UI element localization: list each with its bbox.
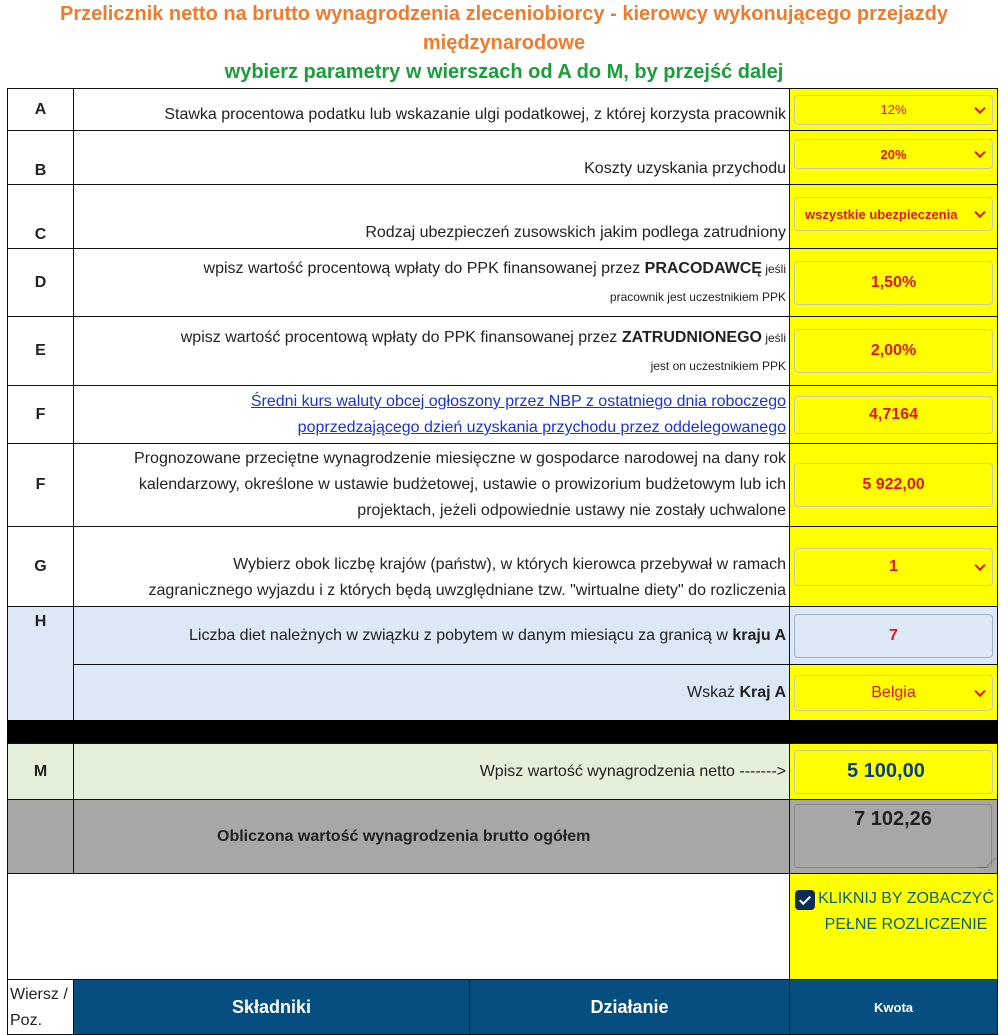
tax-costs-select[interactable]: 20% xyxy=(794,139,993,169)
row-label-h: H xyxy=(7,606,74,721)
row-f-rate-value-cell xyxy=(789,385,998,444)
row-f-salary-value-cell xyxy=(789,443,998,527)
gross-salary-output[interactable]: 7 102,26 xyxy=(794,804,992,868)
row-label-c: C xyxy=(7,184,74,249)
row-label-a: A xyxy=(7,88,74,131)
row-label-e: E xyxy=(7,316,74,386)
row-g-value-cell xyxy=(789,526,998,607)
row-h-country-description: Wskaż Kraj A xyxy=(73,664,790,721)
average-salary-input[interactable]: 5 922,00 xyxy=(794,463,993,507)
net-salary-input[interactable]: 5 100,00 xyxy=(794,750,993,794)
row-f-salary-description: Prognozowane przeciętne wynagrodzenie miesięczne w gospodarce narodowej na dany rok kalendarzowy, określone w ustawie budżetowej, ustawie o prowizorium budżetowym lub ich projektach, jeżeli odpowiednie ustawy nie zostały uchwalone xyxy=(73,443,790,527)
checkmark-icon xyxy=(799,893,811,905)
ppk-employee-input[interactable]: 2,00% xyxy=(794,329,993,373)
row-d-value-cell xyxy=(789,248,998,317)
tax-rate-select[interactable]: 12% xyxy=(794,95,993,125)
row-g-description: Wybierz obok liczbę krajów (państw), w których kierowca przebywał w ramach zagranicznego wyjazdu i z których będą uwzględniane tzw. "wirtualne diety" do rozliczenia xyxy=(73,526,790,607)
section-divider xyxy=(7,720,998,744)
country-a-select[interactable]: Belgia xyxy=(794,675,993,711)
details-toggle-cell xyxy=(789,873,998,980)
row-e-description: wpisz wartość procentową wpłaty do PPK finansowanej przez ZATRUDNIONEGO jeśli jest on uczestnikiem PPK xyxy=(73,316,790,386)
page-subtitle: wybierz parametry w wierszach od A do M, by przejść dalej xyxy=(224,61,784,83)
col-header-operation: Działanie xyxy=(469,979,790,1035)
row-f-rate-description xyxy=(73,385,790,444)
empty-cell xyxy=(7,873,790,980)
col-header-components: Składniki xyxy=(73,979,470,1035)
row-h-description: Liczba diet należnych w związku z pobytem w danym miesiącu za granicą w kraju A xyxy=(73,606,790,665)
row-d-description: wpisz wartość procentową wpłaty do PPK finansowanej przez PRACODAWCĘ jeśli pracownik jest uczestnikiem PPK xyxy=(73,248,790,317)
result-label-cell xyxy=(7,799,74,874)
col-header-amount: Kwota xyxy=(789,979,998,1035)
row-label-d: D xyxy=(7,248,74,317)
row-e-value-cell xyxy=(789,316,998,386)
row-b-description: Koszty uzyskania przychodu xyxy=(73,130,790,185)
row-b-value-cell xyxy=(789,130,998,185)
row-label-f-salary: F xyxy=(7,443,74,527)
insurance-type-select[interactable]: wszystkie ubezpieczenia xyxy=(794,197,993,231)
diets-count-input[interactable]: 7 xyxy=(794,614,993,658)
chevron-down-icon xyxy=(974,559,985,570)
result-description: Obliczona wartość wynagrodzenia brutto ogółem xyxy=(73,799,790,874)
details-checkbox[interactable] xyxy=(795,890,815,910)
calculator-table xyxy=(7,88,998,1035)
chevron-down-icon xyxy=(974,147,985,158)
row-label-m: M xyxy=(7,743,74,800)
row-a-description: Stawka procentowa podatku lub wskazanie ulgi podatkowej, z której korzysta pracownik xyxy=(73,88,790,131)
chevron-down-icon xyxy=(974,207,985,218)
nbp-rate-link[interactable]: Średni kurs waluty obcej ogłoszony przez NBP z ostatniego dnia roboczego poprzedzającego dzień uzyskania przychodu przez oddelegowanego xyxy=(250,393,786,436)
ppk-employer-input[interactable]: 1,50% xyxy=(794,261,993,305)
chevron-down-icon xyxy=(974,102,985,113)
chevron-down-icon xyxy=(974,685,985,696)
exchange-rate-input[interactable]: 4,7164 xyxy=(794,396,993,434)
countries-count-select[interactable]: 1 xyxy=(794,548,993,586)
row-label-g: G xyxy=(7,526,74,607)
row-label-b: B xyxy=(7,130,74,185)
row-m-value-cell xyxy=(789,743,998,800)
row-h-country-value-cell xyxy=(789,664,998,721)
page-title: Przelicznik netto na brutto wynagrodzenia zleceniobiorcy - kierowcy wykonującego przejazdy międzynarodowe xyxy=(60,3,948,54)
row-h-value-cell xyxy=(789,606,998,665)
row-c-description: Rodzaj ubezpieczeń zusowskich jakim podlega zatrudniony xyxy=(73,184,790,249)
col-header-row: Wiersz / Poz. xyxy=(7,979,74,1035)
details-checkbox-label[interactable]: KLIKNIJ BY ZOBACZYĆ PEŁNE ROZLICZENIE xyxy=(818,890,994,933)
row-label-f-rate: F xyxy=(7,385,74,444)
row-m-description: Wpisz wartość wynagrodzenia netto -------> xyxy=(73,743,790,800)
row-c-value-cell xyxy=(789,184,998,249)
row-a-value-cell xyxy=(789,88,998,131)
result-value-cell xyxy=(789,799,998,874)
